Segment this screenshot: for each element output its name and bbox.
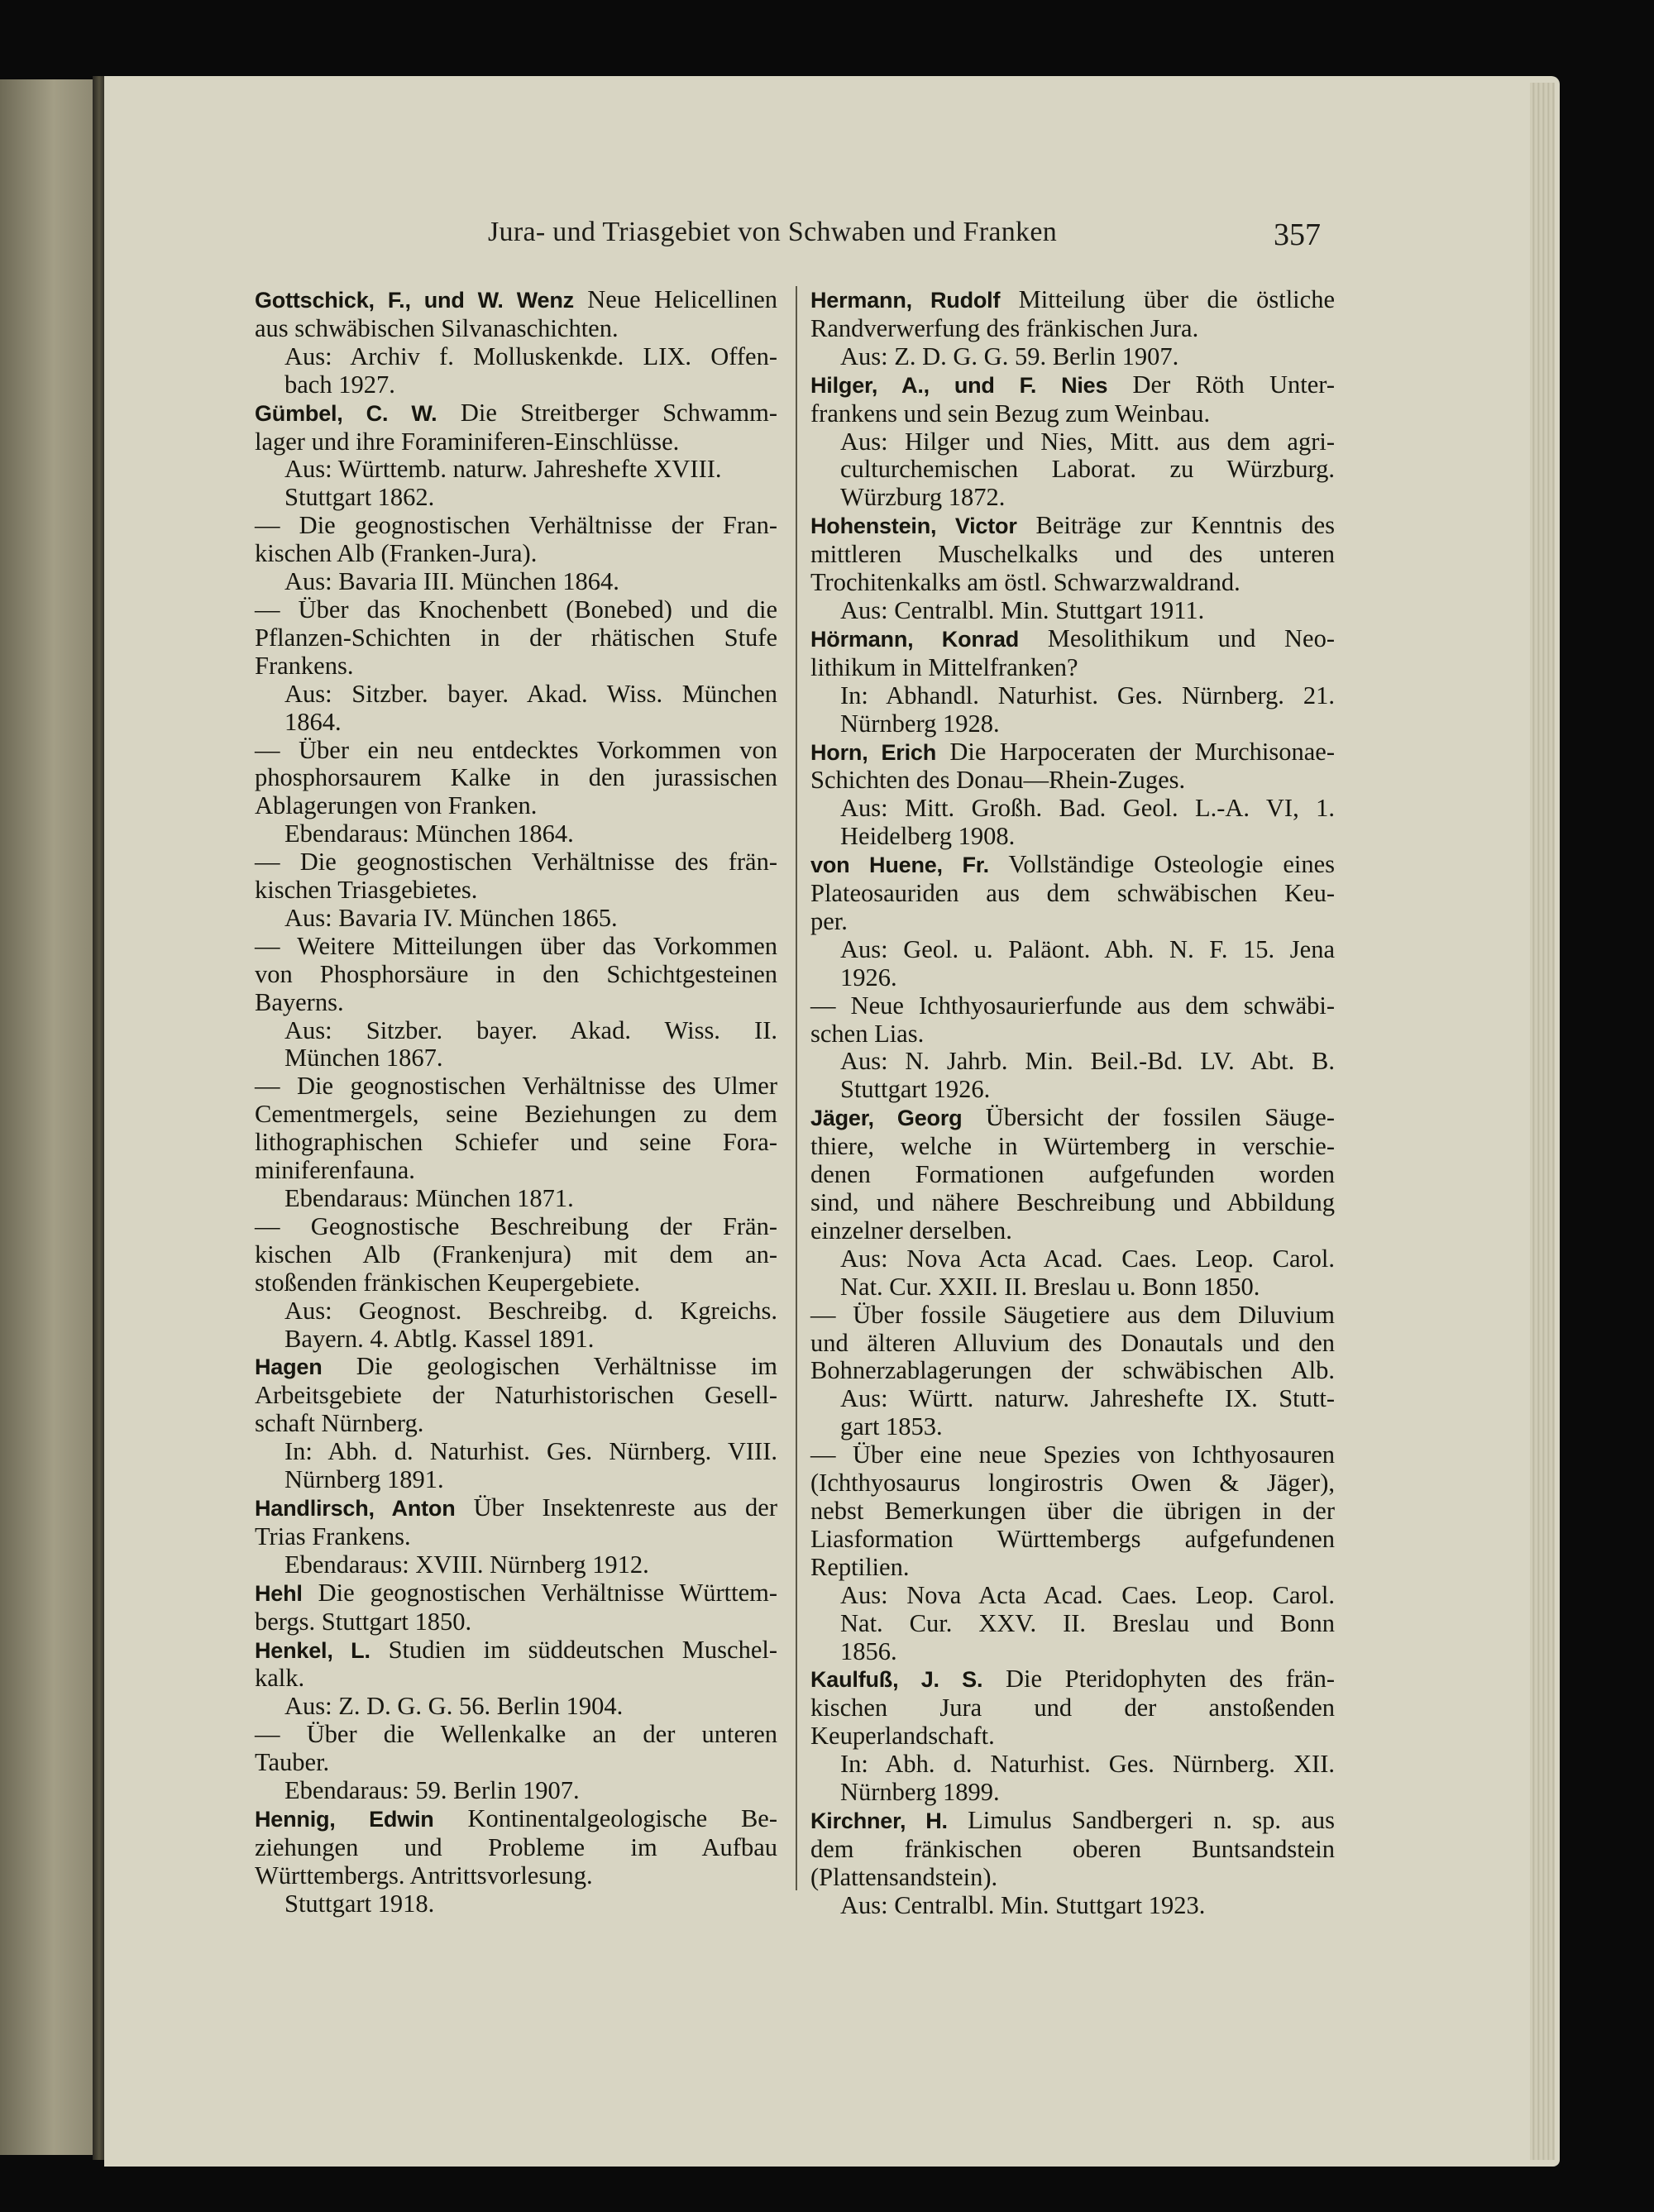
entry-line xyxy=(810,1694,1335,1722)
entry-line xyxy=(810,1526,1335,1554)
entry-line xyxy=(810,795,1335,823)
entry-text: Mitteilung über die östliche xyxy=(1000,285,1335,313)
entry-line xyxy=(255,877,777,905)
author-name: Kirchner, H. xyxy=(810,1808,948,1833)
entry-line xyxy=(810,851,1335,880)
entry-text: Ebendaraus: XVIII. Nürnberg 1912. xyxy=(284,1550,649,1579)
entry-text: Bohnerzablagerungen der schwäbischen Alb. xyxy=(810,1356,1335,1385)
entry-line xyxy=(255,596,777,624)
entry-text: — Über die Wellenkalke an der unteren xyxy=(255,1720,777,1749)
bibliography-entry xyxy=(255,1073,777,1213)
author-name: Handlirsch, Anton xyxy=(255,1495,456,1521)
entry-line xyxy=(810,1020,1335,1049)
entry-line xyxy=(255,456,777,484)
bibliography-entry xyxy=(810,1302,1335,1442)
author-name: Horn, Erich xyxy=(810,739,937,765)
bibliography-entry xyxy=(255,737,777,849)
bibliography-entry xyxy=(255,1721,777,1805)
entry-line xyxy=(255,681,777,709)
entry-text: — Über das Knochenbett (Bonebed) und die xyxy=(255,595,777,623)
entry-text: Aus: Archiv f. Molluskenkde. LIX. Offen- xyxy=(284,342,777,370)
entry-text: Reptilien. xyxy=(810,1552,910,1581)
entry-line xyxy=(255,1101,777,1129)
bibliography-entry xyxy=(810,512,1335,625)
entry-text: In: Abhandl. Naturhist. Ges. Nürnberg. 21. xyxy=(840,681,1335,709)
entry-line xyxy=(810,1638,1335,1666)
entry-line xyxy=(255,1777,777,1805)
entry-text: Nürnberg 1899. xyxy=(840,1778,1000,1807)
author-name: Henkel, L. xyxy=(255,1637,370,1663)
entry-line xyxy=(255,961,777,989)
bibliography-entry xyxy=(810,1104,1335,1301)
entry-line xyxy=(810,1189,1335,1217)
entry-text: Aus: Württ. naturw. Jahreshefte IX. Stutt- xyxy=(840,1384,1335,1413)
entry-text: Nürnberg 1928. xyxy=(840,709,1000,738)
bibliography-entry xyxy=(810,1665,1335,1807)
author-name: Jäger, Georg xyxy=(810,1106,963,1131)
entry-text: Frankens. xyxy=(255,651,354,680)
entry-line xyxy=(255,1579,777,1608)
entry-line xyxy=(810,400,1335,428)
entry-line xyxy=(810,541,1335,569)
author-name: Hermann, Rudolf xyxy=(810,288,1001,313)
entry-line xyxy=(810,1357,1335,1385)
entry-line xyxy=(255,1749,777,1777)
entry-text: München 1867. xyxy=(284,1044,443,1073)
entry-text: aus schwäbischen Silvanaschichten. xyxy=(255,313,619,342)
author-name: Hagen xyxy=(255,1354,323,1380)
entry-line xyxy=(255,1721,777,1749)
author-name: Hehl xyxy=(255,1580,303,1606)
entry-text: Trochitenkalks am östl. Schwarzwaldrand. xyxy=(810,568,1240,597)
entry-text: In: Abh. d. Naturhist. Ges. Nürnberg. VIII. xyxy=(284,1437,777,1466)
entry-text: mittleren Muschelkalks und des unteren xyxy=(810,540,1335,569)
entry-line xyxy=(255,286,777,315)
entry-text: Cementmergels, seine Beziehungen zu dem xyxy=(255,1100,777,1129)
author-name: Hennig, Edwin xyxy=(255,1806,434,1832)
entry-line xyxy=(255,1241,777,1269)
entry-text: sind, und nähere Beschreibung und Abbildung xyxy=(810,1188,1335,1216)
entry-line xyxy=(255,1353,777,1382)
entry-line xyxy=(810,1133,1335,1161)
entry-line xyxy=(810,1441,1335,1469)
entry-line xyxy=(810,371,1335,400)
entry-text: frankens und sein Bezug zum Weinbau. xyxy=(810,399,1211,428)
entry-text: — Die geognostischen Verhältnisse der Fran- xyxy=(255,511,777,540)
entry-text: Arbeitsgebiete der Naturhistorischen Gesell- xyxy=(255,1381,777,1410)
entry-line xyxy=(255,1017,777,1045)
entry-line xyxy=(810,1469,1335,1498)
entry-text: Randverwerfung des fränkischen Jura. xyxy=(810,313,1199,342)
entry-text: (Plattensandstein). xyxy=(810,1862,998,1891)
entry-text: Stuttgart 1926. xyxy=(840,1075,991,1104)
entry-text: Die Pteridophyten des frän- xyxy=(982,1665,1335,1694)
entry-text: Mesolithikum und Neo- xyxy=(1019,623,1335,652)
entry-text: Aus: Württemb. naturw. Jahreshefte XVIII. xyxy=(284,455,722,484)
entry-line xyxy=(810,1582,1335,1610)
entry-line xyxy=(810,1245,1335,1273)
entry-line xyxy=(255,933,777,961)
entry-text: Aus: Nova Acta Acad. Caes. Leop. Carol. xyxy=(840,1244,1335,1273)
entry-line xyxy=(810,1161,1335,1189)
entry-text: — Die geognostischen Verhältnisse des Ulmer xyxy=(255,1072,777,1101)
entry-text: Stuttgart 1918. xyxy=(284,1889,435,1918)
bibliography-entry xyxy=(255,1579,777,1636)
entry-line xyxy=(255,989,777,1017)
bibliography-entry xyxy=(810,738,1335,852)
entry-line xyxy=(255,484,777,512)
entry-text: Liasformation Württembergs aufgefundenen xyxy=(810,1524,1335,1553)
bibliography-entry xyxy=(810,371,1335,513)
entry-text: denen Formationen aufgefunden worden xyxy=(810,1160,1335,1189)
right-column xyxy=(810,286,1335,1920)
bibliography-entry xyxy=(810,286,1335,371)
entry-text: gart 1853. xyxy=(840,1412,943,1441)
bibliography-entry xyxy=(255,596,777,737)
entry-line xyxy=(255,1157,777,1185)
entry-text: Aus: Centralbl. Min. Stuttgart 1923. xyxy=(840,1890,1206,1919)
entry-text: Pflanzen-Schichten in der rhätischen Stufe xyxy=(255,623,777,652)
entry-text: Aus: Nova Acta Acad. Caes. Leop. Carol. xyxy=(840,1580,1335,1609)
entry-text: Aus: Hilger und Nies, Mitt. aus dem agri- xyxy=(840,427,1335,456)
entry-line xyxy=(255,428,777,456)
entry-text: und älteren Alluvium des Donautals und den xyxy=(810,1328,1335,1357)
bibliography-entry xyxy=(810,1807,1335,1920)
entry-line xyxy=(810,286,1335,315)
entry-line xyxy=(255,1693,777,1721)
entry-text: — Weitere Mitteilungen über das Vorkommen xyxy=(255,931,777,960)
entry-text: — Neue Ichthyosaurierfunde aus dem schwäbi- xyxy=(810,991,1335,1020)
bibliography-entry xyxy=(255,933,777,1073)
author-name: von Huene, Fr. xyxy=(810,853,989,878)
entry-line xyxy=(810,512,1335,541)
entry-line xyxy=(810,1104,1335,1133)
entry-line xyxy=(810,654,1335,682)
entry-text: (Ichthyosaurus longirostris Owen & Jäger), xyxy=(810,1469,1335,1498)
bibliography-entry xyxy=(255,1636,777,1722)
entry-line xyxy=(255,1608,777,1636)
entry-line xyxy=(810,1779,1335,1807)
entry-line xyxy=(810,767,1335,795)
entry-line xyxy=(810,1722,1335,1751)
entry-text: Aus: Z. D. G. G. 59. Berlin 1907. xyxy=(840,342,1179,370)
entry-text: Die Streitberger Schwamm- xyxy=(437,398,777,427)
author-name: Hörmann, Konrad xyxy=(810,626,1020,652)
entry-line xyxy=(810,1665,1335,1694)
entry-line xyxy=(255,1551,777,1579)
entry-line xyxy=(255,399,777,428)
entry-text: 1856. xyxy=(840,1636,897,1665)
entry-line xyxy=(255,1382,777,1410)
entry-line xyxy=(810,1217,1335,1245)
entry-line xyxy=(810,1385,1335,1413)
entry-line xyxy=(255,792,777,820)
left-column xyxy=(255,286,777,1918)
entry-line xyxy=(810,1413,1335,1441)
entry-line xyxy=(255,512,777,540)
entry-line xyxy=(810,992,1335,1020)
entry-line xyxy=(810,569,1335,597)
entry-text: Keuperlandschaft. xyxy=(810,1722,995,1751)
entry-line xyxy=(810,1807,1335,1836)
entry-line xyxy=(810,625,1335,654)
entry-text: dem fränkischen oberen Buntsandstein xyxy=(810,1834,1335,1863)
entry-text: 1926. xyxy=(840,963,897,991)
entry-text: — Die geognostischen Verhältnisse des frän- xyxy=(255,848,777,877)
entry-line xyxy=(810,964,1335,992)
entry-text: Die geologischen Verhältnisse im xyxy=(322,1352,777,1381)
entry-line xyxy=(255,1466,777,1494)
entry-text: Vollständige Osteologie eines xyxy=(988,850,1336,879)
entry-text: Plateosauriden aus dem schwäbischen Keu- xyxy=(810,879,1335,908)
author-name: Hohenstein, Victor xyxy=(810,514,1017,539)
entry-line xyxy=(255,1862,777,1890)
entry-text: schen Lias. xyxy=(810,1019,925,1048)
entry-line xyxy=(810,1273,1335,1302)
entry-text: Ebendaraus: München 1871. xyxy=(284,1184,574,1212)
entry-text: Aus: Sitzber. bayer. Akad. Wiss. II. xyxy=(284,1015,777,1044)
entry-text: Limulus Sandbergeri n. sp. aus xyxy=(947,1805,1335,1834)
entry-line xyxy=(255,1073,777,1101)
entry-text: per. xyxy=(810,906,848,935)
entry-line xyxy=(255,1213,777,1241)
entry-text: Der Röth Unter- xyxy=(1107,370,1335,399)
entry-line xyxy=(255,1665,777,1693)
entry-text: bach 1927. xyxy=(284,370,395,399)
entry-line xyxy=(255,1129,777,1157)
entry-text: Ebendaraus: München 1864. xyxy=(284,819,574,848)
entry-text: Aus: Geol. u. Paläont. Abh. N. F. 15. Jena xyxy=(840,934,1335,963)
entry-text: lithikum in Mittelfranken? xyxy=(810,652,1078,681)
entry-text: schaft Nürnberg. xyxy=(255,1409,424,1438)
entry-line xyxy=(255,848,777,877)
entry-line xyxy=(255,624,777,652)
entry-line xyxy=(255,820,777,848)
entry-text: Die geognostischen Verhältnisse Württem- xyxy=(302,1578,777,1607)
entry-text: kalk. xyxy=(255,1664,305,1693)
entry-line xyxy=(255,764,777,792)
entry-line xyxy=(255,371,777,399)
entry-text: kischen Alb (Frankenjura) mit dem an- xyxy=(255,1240,777,1268)
entry-text: kischen Jura und der anstoßenden xyxy=(810,1694,1335,1722)
bibliography-entry xyxy=(255,1805,777,1918)
page-stack-edge xyxy=(1530,83,1555,2160)
author-name: Hilger, A., und F. Nies xyxy=(810,372,1108,398)
entry-line xyxy=(255,1297,777,1326)
entry-text: Kontinentalgeologische Be- xyxy=(433,1804,777,1832)
entry-line xyxy=(810,428,1335,456)
entry-text: Aus: N. Jahrb. Min. Beil.-Bd. LV. Abt. B. xyxy=(840,1047,1335,1076)
entry-line xyxy=(255,1805,777,1834)
entry-line xyxy=(810,710,1335,738)
entry-text: 1864. xyxy=(284,707,342,736)
author-name: Gümbel, C. W. xyxy=(255,400,437,426)
entry-text: — Geognostische Beschreibung der Frän- xyxy=(255,1211,777,1240)
entry-line xyxy=(255,1890,777,1918)
entry-line xyxy=(255,540,777,568)
entry-line xyxy=(810,343,1335,371)
entry-line xyxy=(810,1554,1335,1582)
author-name: Gottschick, F., und W. Wenz xyxy=(255,288,574,313)
entry-text: Aus: Z. D. G. G. 56. Berlin 1904. xyxy=(284,1692,624,1721)
facing-page-edge xyxy=(0,79,98,2155)
entry-text: Nat. Cur. XXII. II. Breslau u. Bonn 1850. xyxy=(840,1272,1260,1301)
entry-line xyxy=(810,1498,1335,1526)
entry-text: phosphorsaurem Kalke in den jurassischen xyxy=(255,763,777,792)
entry-text: Aus: Mitt. Großh. Bad. Geol. L.-A. VI, 1. xyxy=(840,794,1335,823)
bibliography-entry xyxy=(255,512,777,596)
entry-text: Aus: Sitzber. bayer. Akad. Wiss. München xyxy=(284,679,777,708)
entry-text: miniferenfauna. xyxy=(255,1156,415,1185)
entry-line xyxy=(810,1302,1335,1330)
entry-line xyxy=(255,1410,777,1438)
entry-line xyxy=(810,682,1335,710)
entry-text: Aus: Centralbl. Min. Stuttgart 1911. xyxy=(840,595,1205,624)
entry-line xyxy=(810,1048,1335,1076)
entry-text: — Über eine neue Spezies von Ichthyosauren xyxy=(810,1440,1335,1469)
bibliography-entry xyxy=(255,1353,777,1494)
entry-text: nebst Bemerkungen über die übrigen in der xyxy=(810,1496,1335,1525)
entry-text: — Über fossile Säugetiere aus dem Diluvium xyxy=(810,1300,1335,1329)
bibliography-entry xyxy=(810,992,1335,1105)
entry-line xyxy=(255,905,777,933)
entry-line xyxy=(810,484,1335,512)
entry-line xyxy=(810,597,1335,625)
entry-text: Beiträge zur Kenntnis des xyxy=(1016,511,1335,540)
entry-line xyxy=(255,1494,777,1523)
entry-text: Heidelberg 1908. xyxy=(840,822,1016,851)
entry-text: einzelner derselben. xyxy=(810,1216,1012,1245)
entry-line xyxy=(810,1892,1335,1920)
entry-line xyxy=(810,1864,1335,1892)
bibliography-entry xyxy=(810,851,1335,992)
entry-line xyxy=(810,823,1335,851)
entry-line xyxy=(810,456,1335,484)
entry-text: bergs. Stuttgart 1850. xyxy=(255,1607,472,1636)
entry-line xyxy=(810,738,1335,767)
entry-text: Trias Frankens. xyxy=(255,1522,411,1550)
bibliography-entry xyxy=(810,1441,1335,1665)
entry-line xyxy=(255,1269,777,1297)
entry-text: Bayerns. xyxy=(255,987,344,1016)
author-name: Kaulfuß, J. S. xyxy=(810,1667,983,1693)
bibliography-entry xyxy=(255,286,777,399)
page-number: 357 xyxy=(1274,217,1321,252)
entry-text: Aus: Geognost. Beschreibg. d. Kgreichs. xyxy=(284,1296,777,1325)
entry-line xyxy=(810,1751,1335,1779)
entry-text: Übersicht der fossilen Säuge- xyxy=(962,1103,1336,1132)
entry-text: Die Harpoceraten der Murchisonae- xyxy=(936,737,1335,766)
entry-line xyxy=(255,568,777,596)
entry-line xyxy=(255,1044,777,1073)
entry-text: Neue Helicellinen xyxy=(573,285,777,313)
entry-text: Bayern. 4. Abtlg. Kassel 1891. xyxy=(284,1324,595,1353)
entry-line xyxy=(810,315,1335,343)
entry-text: Würzburg 1872. xyxy=(840,483,1006,512)
entry-line xyxy=(810,1610,1335,1638)
bibliography-entry xyxy=(810,625,1335,738)
entry-text: Stuttgart 1862. xyxy=(284,483,435,512)
entry-text: Aus: Bavaria IV. München 1865. xyxy=(284,903,618,932)
entry-text: Ebendaraus: 59. Berlin 1907. xyxy=(284,1776,580,1805)
entry-line xyxy=(810,880,1335,908)
entry-text: stoßenden fränkischen Keupergebiete. xyxy=(255,1268,641,1297)
bibliography-entry xyxy=(255,848,777,933)
column-divider xyxy=(796,286,797,1890)
entry-text: Tauber. xyxy=(255,1748,330,1777)
entry-text: Schichten des Donau—Rhein-Zuges. xyxy=(810,766,1186,795)
entry-line xyxy=(255,315,777,343)
entry-text: Nürnberg 1891. xyxy=(284,1465,444,1494)
bibliography-entry xyxy=(255,1213,777,1354)
entry-line xyxy=(810,1330,1335,1358)
entry-line xyxy=(255,1185,777,1213)
entry-text: In: Abh. d. Naturhist. Ges. Nürnberg. XII. xyxy=(840,1750,1335,1779)
running-title: Jura- und Triasgebiet von Schwaben und Franken xyxy=(488,217,1058,247)
entry-line xyxy=(810,1836,1335,1864)
entry-text: Württembergs. Antrittsvorlesung. xyxy=(255,1861,593,1890)
entry-text: Studien im süddeutschen Muschel- xyxy=(370,1635,777,1664)
entry-text: kischen Triasgebietes. xyxy=(255,876,478,905)
entry-text: lager und ihre Foraminiferen-Einschlüsse. xyxy=(255,427,680,456)
entry-text: lithographischen Schiefer und seine Fora- xyxy=(255,1128,777,1157)
entry-text: Ablagerungen von Franken. xyxy=(255,791,538,820)
entry-text: Aus: Bavaria III. München 1864. xyxy=(284,567,619,596)
entry-line xyxy=(255,1438,777,1466)
entry-text: von Phosphorsäure in den Schichtgesteinen xyxy=(255,959,777,988)
bibliography-entry xyxy=(255,1494,777,1579)
entry-text: kischen Alb (Franken-Jura). xyxy=(255,539,538,568)
entry-text: thiere, welche in Würtemberg in verschie- xyxy=(810,1132,1335,1161)
entry-text: — Über ein neu entdecktes Vorkommen von xyxy=(255,735,777,764)
bibliography-entry xyxy=(255,399,777,513)
entry-line xyxy=(255,737,777,765)
entry-line xyxy=(255,1834,777,1862)
entry-line xyxy=(255,652,777,681)
entry-line xyxy=(810,1076,1335,1104)
entry-line xyxy=(255,709,777,737)
entry-line xyxy=(255,343,777,371)
entry-line xyxy=(255,1523,777,1551)
entry-line xyxy=(255,1326,777,1354)
entry-line xyxy=(810,908,1335,936)
entry-line xyxy=(810,936,1335,964)
entry-text: Nat. Cur. XXV. II. Breslau und Bonn xyxy=(840,1608,1335,1637)
entry-text: ziehungen und Probleme im Aufbau xyxy=(255,1832,777,1861)
entry-text: culturchemischen Laborat. zu Würzburg. xyxy=(840,455,1335,484)
entry-text: Über Insektenreste aus der xyxy=(455,1493,777,1522)
entry-line xyxy=(255,1636,777,1665)
